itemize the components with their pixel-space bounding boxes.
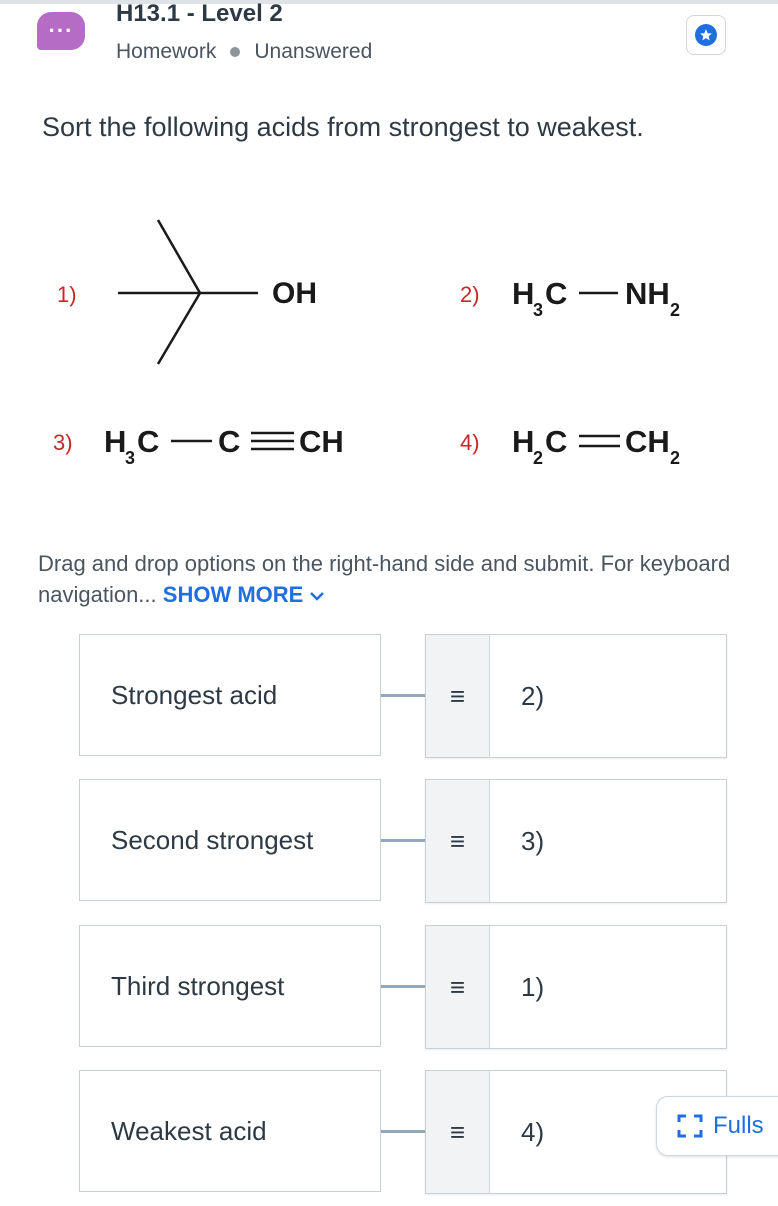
molecule-2-nh-sub: 2 [670, 300, 681, 320]
molecule-4-c: C [545, 424, 568, 459]
show-more-label: SHOW MORE [162, 582, 304, 607]
instructions-text: Drag and drop options on the right-hand side and submit. For keyboard navigation... [38, 551, 731, 607]
drag-handle-icon[interactable]: ≡ [426, 780, 490, 902]
status-label: Unanswered [254, 40, 373, 63]
molecule-3-ch: CH [299, 424, 344, 459]
rank-label-second: Second strongest [79, 779, 381, 901]
answer-value: 1) [521, 971, 545, 1002]
molecule-2-number: 2) [460, 282, 480, 307]
answer-card[interactable] [425, 925, 727, 1049]
connector-line [381, 839, 425, 842]
rank-label-weakest: Weakest acid [79, 1070, 381, 1192]
category-label: Homework [116, 40, 217, 63]
ranking-row [0, 779, 778, 903]
molecule-1-number: 1) [57, 282, 77, 307]
ranking-row [0, 925, 778, 1049]
answer-value: 2) [521, 680, 545, 711]
question-text: Sort the following acids from strongest to weakest. [42, 112, 644, 142]
answer-card[interactable] [425, 634, 727, 758]
assignment-title: H13.1 - Level 2 [116, 0, 283, 27]
molecule-4-ch: CH [625, 424, 670, 459]
fullscreen-button[interactable] [656, 1096, 778, 1156]
molecule-3-triple-bond [251, 433, 294, 449]
molecule-3-c2: C [218, 424, 241, 459]
fullscreen-icon [677, 1114, 703, 1138]
answer-value: 4) [521, 1116, 545, 1147]
molecule-2-c: C [545, 276, 568, 311]
star-icon [695, 24, 717, 46]
molecule-2-h: H [512, 276, 535, 311]
chevron-down-icon [309, 579, 325, 610]
molecule-4-number: 4) [460, 430, 480, 455]
drag-handle-icon[interactable]: ≡ [426, 635, 490, 757]
molecule-2-h-sub: 3 [533, 300, 544, 320]
show-more-link[interactable] [163, 582, 326, 607]
molecule-4-double-bond [579, 436, 620, 446]
bookmark-button[interactable] [686, 15, 726, 55]
assignment-meta [116, 40, 372, 64]
drag-handle-icon[interactable]: ≡ [426, 926, 490, 1048]
drag-handle-icon[interactable]: ≡ [426, 1071, 490, 1193]
molecule-3-c1: C [137, 424, 160, 459]
fullscreen-label: Fulls [713, 1112, 764, 1139]
connector-line [381, 985, 425, 988]
chat-bubble-icon[interactable]: ··· [37, 12, 85, 50]
rank-label-third: Third strongest [79, 925, 381, 1047]
molecule-3-number: 3) [53, 430, 73, 455]
answer-card[interactable] [425, 779, 727, 903]
separator-dot [230, 47, 240, 57]
molecule-1-oh: OH [272, 277, 317, 310]
connector-line [381, 1130, 425, 1133]
molecule-3-h: H [104, 424, 127, 459]
answer-value: 3) [521, 825, 545, 856]
molecule-3-h-sub: 3 [125, 448, 136, 468]
rank-label-strongest: Strongest acid [79, 634, 381, 756]
ranking-row [0, 634, 778, 758]
molecule-4-ch-sub: 2 [670, 448, 681, 468]
molecule-4-h-sub: 2 [533, 448, 544, 468]
molecule-4-h: H [512, 424, 535, 459]
molecule-structures [0, 200, 778, 500]
instructions [38, 548, 738, 610]
molecule-2-nh: NH [625, 276, 670, 311]
molecule-1-skeleton [118, 220, 258, 364]
connector-line [381, 694, 425, 697]
